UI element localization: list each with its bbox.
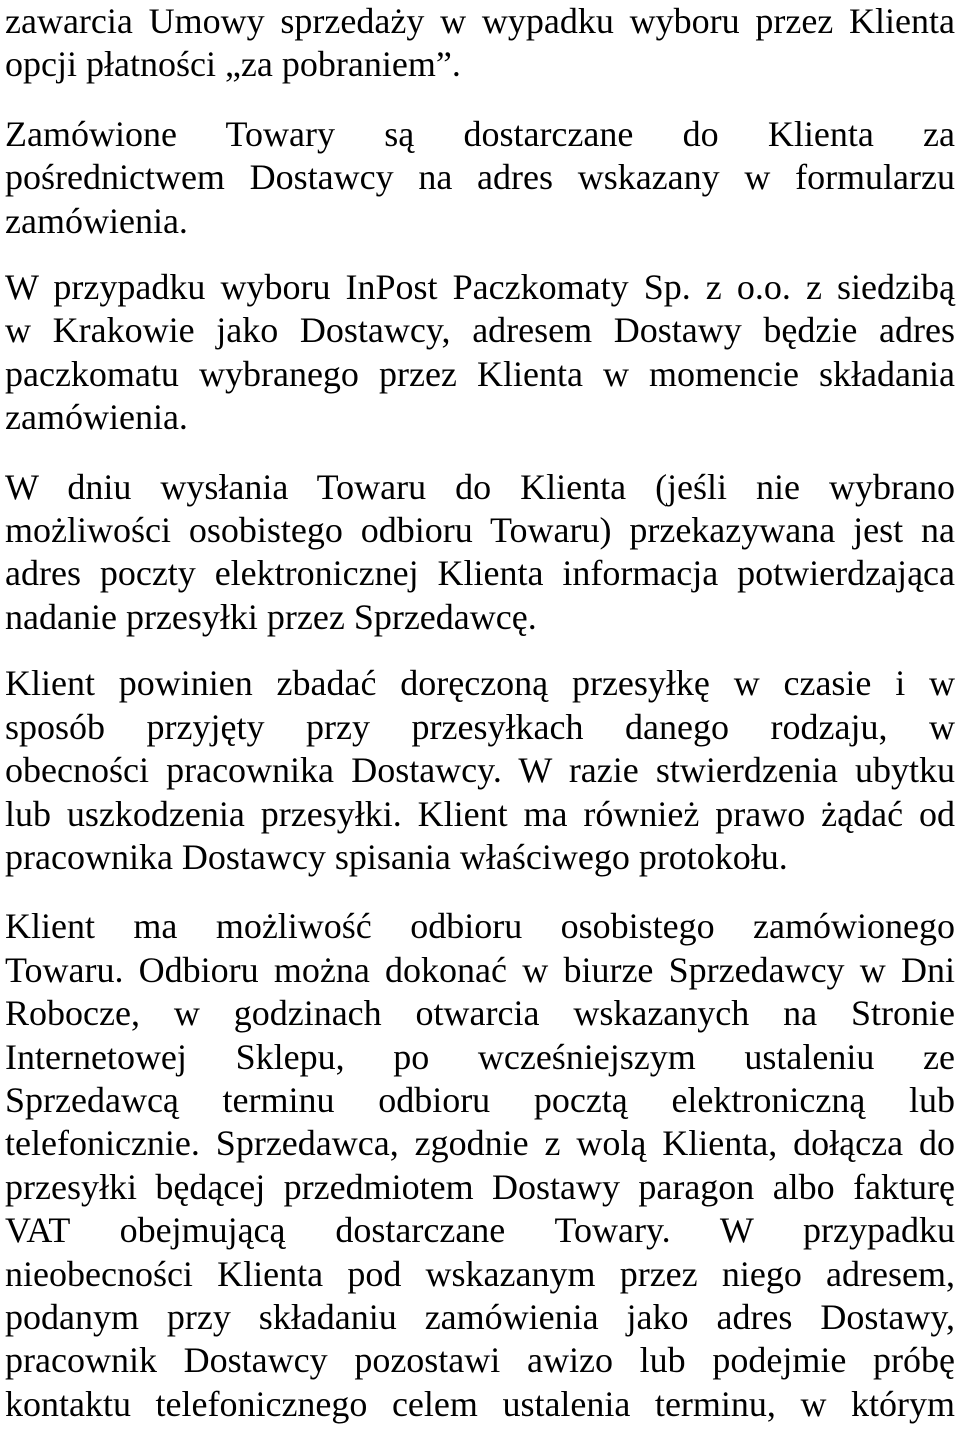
- text-line: lub uszkodzenia przesyłki. Klient ma również prawo żądać od: [5, 793, 955, 834]
- text-line: W dniu wysłania Towaru do Klienta (jeśli nie wybrano: [5, 466, 955, 507]
- text-line: Klient ma możliwość odbioru osobistego zamówionego: [5, 906, 955, 947]
- text-line: kontaktu telefonicznego celem ustalenia terminu, w którym: [5, 1383, 955, 1424]
- paragraph-inspection: [5, 662, 955, 879]
- text-line: Zamówione Towary są dostarczane do Klienta za: [5, 113, 955, 154]
- text-line: Sprzedawcą terminu odbioru pocztą elektroniczną lub: [5, 1079, 955, 1120]
- document-page: [5, 0, 955, 1426]
- text-line: sposób przyjęty przy przesyłkach danego rodzaju, w: [5, 706, 955, 747]
- text-line: zamówienia.: [5, 397, 188, 438]
- text-line: w Krakowie jako Dostawcy, adresem Dostawy będzie adres: [5, 310, 955, 351]
- paragraph-inpost: [5, 266, 955, 440]
- text-line: pracownika Dostawcy spisania właściwego protokołu.: [5, 836, 788, 877]
- text-line: pracownik Dostawcy pozostawi awizo lub podejmie próbę: [5, 1340, 955, 1381]
- paragraph-delivery-address: [5, 113, 955, 243]
- text-line: Towaru. Odbioru można dokonać w biurze Sprzedawcy w Dni: [5, 949, 955, 990]
- text-line: nieobecności Klienta pod wskazanym przez niego adresem,: [5, 1253, 955, 1294]
- paragraph-spacer: [5, 87, 955, 113]
- text-line: pośrednictwem Dostawcy na adres wskazany w formularzu: [5, 157, 955, 198]
- text-line: paczkomatu wybranego przez Klienta w momencie składania: [5, 353, 955, 394]
- text-line: zawarcia Umowy sprzedaży w wypadku wyboru przez Klienta: [5, 1, 955, 41]
- text-line: opcji płatności „za pobraniem”.: [5, 44, 461, 85]
- text-line: przesyłki będącej przedmiotem Dostawy paragon albo fakturę: [5, 1166, 955, 1207]
- text-line: telefonicznie. Sprzedawca, zgodnie z wolą Klienta, dołącza do: [5, 1123, 955, 1164]
- text-line: nadanie przesyłki przez Sprzedawcę.: [5, 596, 537, 637]
- text-line: Klient powinien zbadać doręczoną przesyłkę w czasie i w: [5, 663, 955, 704]
- text-line: Robocze, w godzinach otwarcia wskazanych na Stronie: [5, 993, 955, 1034]
- text-line: VAT obejmującą dostarczane Towary. W przypadku: [5, 1210, 955, 1251]
- paragraph-payment-option: [5, 0, 955, 87]
- paragraph-spacer: [5, 440, 955, 466]
- paragraph-personal-pickup: [5, 905, 955, 1426]
- paragraph-spacer: [5, 243, 955, 266]
- paragraph-shipping-notice: [5, 466, 955, 640]
- paragraph-spacer: [5, 879, 955, 905]
- text-line: adres poczty elektronicznej Klienta informacja potwierdzająca: [5, 553, 955, 594]
- text-line: zamówienia.: [5, 200, 188, 241]
- paragraph-spacer: [5, 639, 955, 662]
- text-line: możliwości osobistego odbioru Towaru) przekazywana jest na: [5, 510, 955, 551]
- text-line: podanym przy składaniu zamówienia jako adres Dostawy,: [5, 1296, 955, 1337]
- text-line: Internetowej Sklepu, po wcześniejszym ustaleniu ze: [5, 1036, 955, 1077]
- text-line: obecności pracownika Dostawcy. W razie stwierdzenia ubytku: [5, 750, 955, 791]
- text-line: W przypadku wyboru InPost Paczkomaty Sp. z o.o. z siedzibą: [5, 267, 955, 308]
